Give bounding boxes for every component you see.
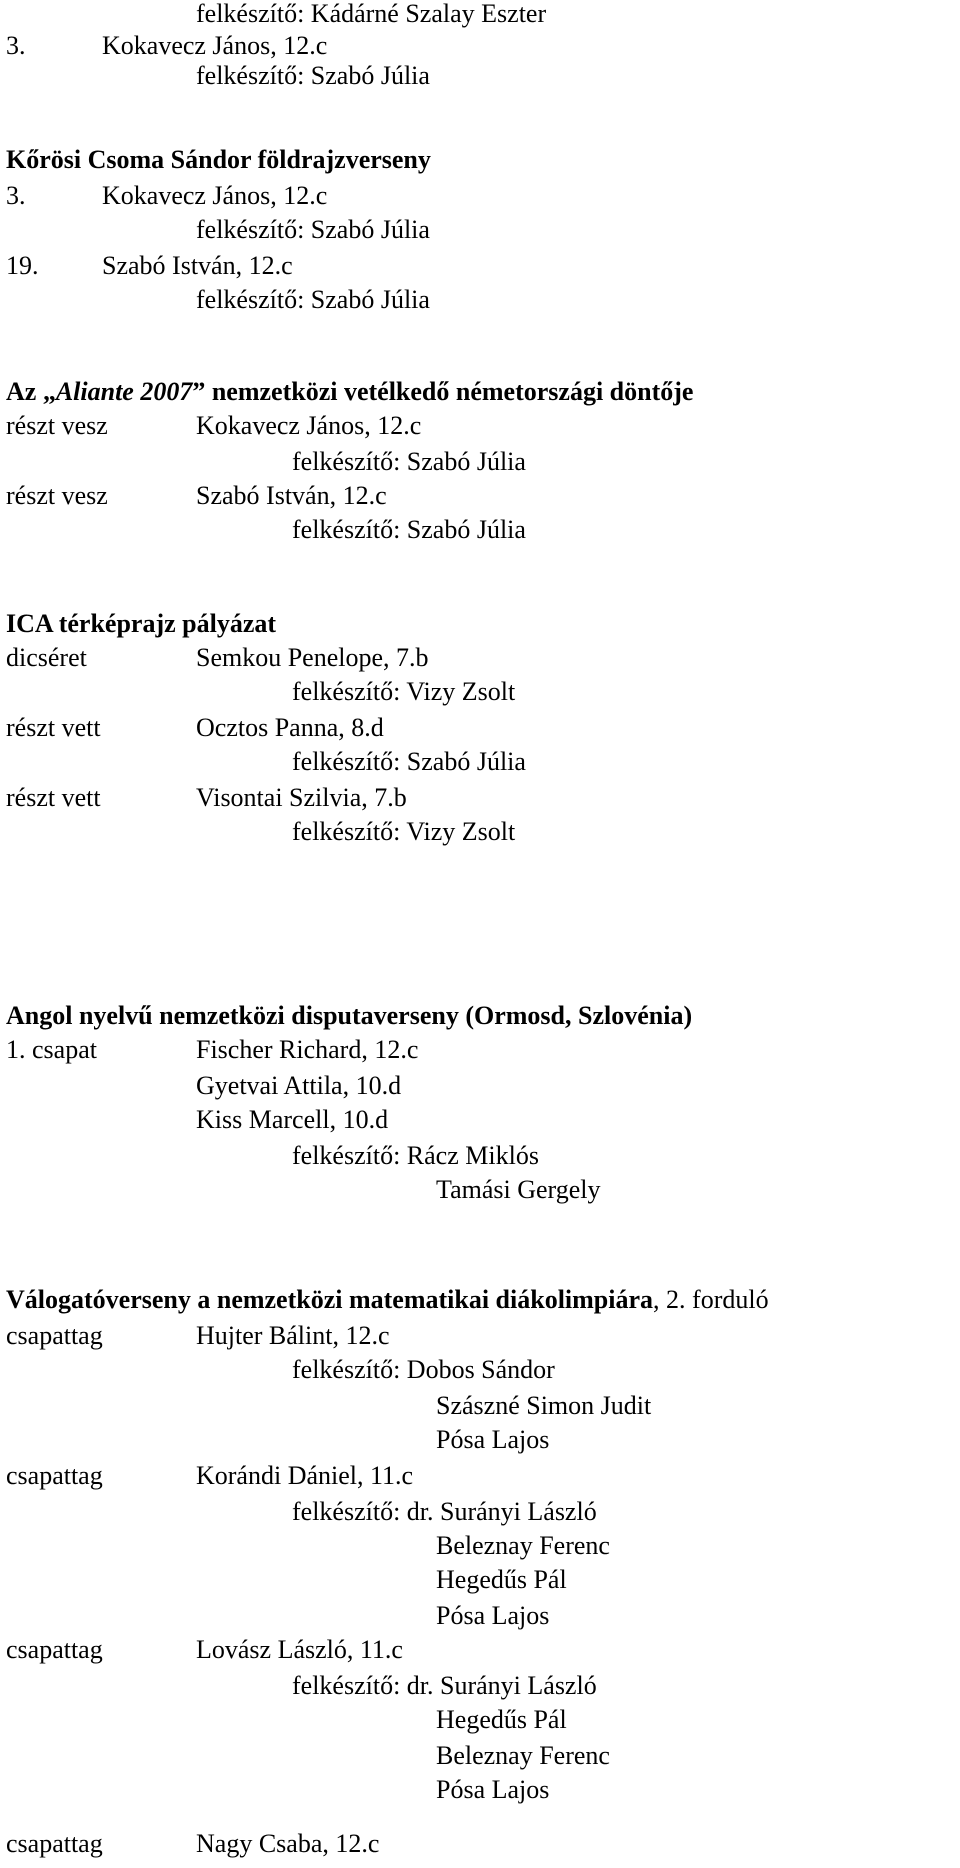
result-label: dicséret xyxy=(6,643,87,672)
student-name: Hujter Bálint, 12.c xyxy=(196,1321,390,1350)
text-line xyxy=(0,1102,960,1138)
title-prefix: Az „ xyxy=(6,377,56,406)
competition-title: Angol nyelvű nemzetközi disputaverseny (Ormosd, Szlovénia) xyxy=(6,1001,693,1030)
text-line xyxy=(0,710,960,746)
mentor-name: Pósa Lajos xyxy=(436,1601,550,1630)
mentor-name: Beleznay Ferenc xyxy=(436,1741,610,1770)
competition-title: ICA térképrajz pályázat xyxy=(6,609,277,638)
mentor-line: felkészítő: Vizy Zsolt xyxy=(292,677,516,706)
text-line xyxy=(0,780,960,816)
result-label: csapattag xyxy=(6,1635,103,1664)
mentor-line: felkészítő: Szabó Júlia xyxy=(196,215,430,244)
text-line xyxy=(0,512,960,548)
text-line xyxy=(0,444,960,480)
section-heading xyxy=(0,998,960,1034)
text-line xyxy=(0,1388,960,1424)
text-line xyxy=(0,1598,960,1634)
text-line xyxy=(0,1562,960,1598)
text-line xyxy=(0,178,960,214)
text-line xyxy=(0,1738,960,1774)
result-label: csapattag xyxy=(6,1321,103,1350)
text-line xyxy=(0,1772,960,1808)
student-name: Ocztos Panna, 8.d xyxy=(196,713,384,742)
result-label: csapattag xyxy=(6,1829,103,1858)
student-name: Szabó István, 12.c xyxy=(102,251,293,280)
text-line xyxy=(0,478,960,514)
competition-title xyxy=(6,1282,769,1318)
title-italic: Aliante 2007 xyxy=(55,377,193,406)
text-line xyxy=(0,1352,960,1388)
text-line xyxy=(0,58,960,94)
result-label: csapattag xyxy=(6,1461,103,1490)
section-heading xyxy=(0,374,960,410)
text-line xyxy=(0,674,960,710)
mentor-line: felkészítő: Szabó Júlia xyxy=(196,61,430,90)
result-label: részt vett xyxy=(6,783,101,812)
student-name: Gyetvai Attila, 10.d xyxy=(196,1071,402,1100)
title-round: , 2. forduló xyxy=(653,1285,769,1314)
text-line xyxy=(0,1826,960,1862)
mentor-line: felkészítő: Dobos Sándor xyxy=(292,1355,555,1384)
competition-title: Kőrösi Csoma Sándor földrajzverseny xyxy=(6,145,431,174)
text-line xyxy=(0,282,960,318)
section-heading xyxy=(0,1282,960,1318)
mentor-name: Pósa Lajos xyxy=(436,1425,550,1454)
text-line xyxy=(0,744,960,780)
result-label: részt vesz xyxy=(6,481,108,510)
text-line xyxy=(0,640,960,676)
text-line xyxy=(0,1494,960,1530)
mentor-line: felkészítő: Szabó Júlia xyxy=(196,285,430,314)
text-line xyxy=(0,1632,960,1668)
text-line xyxy=(0,1068,960,1104)
mentor-name: Pósa Lajos xyxy=(436,1775,550,1804)
student-name: Lovász László, 11.c xyxy=(196,1635,403,1664)
text-line xyxy=(0,1458,960,1494)
rank-number: 19. xyxy=(6,251,39,280)
competition-title xyxy=(6,374,693,410)
text-line xyxy=(0,212,960,248)
rank-number: 3. xyxy=(6,181,26,210)
section-heading xyxy=(0,606,960,642)
text-line xyxy=(0,1668,960,1704)
student-name: Szabó István, 12.c xyxy=(196,481,387,510)
title-suffix: ” nemzetközi vetélkedő németországi döntője xyxy=(192,377,694,406)
mentor-name: Hegedűs Pál xyxy=(436,1565,567,1594)
mentor-line: felkészítő: Rácz Miklós xyxy=(292,1141,539,1170)
student-name: Fischer Richard, 12.c xyxy=(196,1035,419,1064)
mentor-name: Szászné Simon Judit xyxy=(436,1391,652,1420)
student-name: Nagy Csaba, 12.c xyxy=(196,1829,380,1858)
result-label: részt vett xyxy=(6,713,101,742)
mentor-line: felkészítő: Szabó Júlia xyxy=(292,515,526,544)
text-line xyxy=(0,408,960,444)
result-label: 1. csapat xyxy=(6,1035,97,1064)
text-line xyxy=(0,1172,960,1208)
mentor-line: felkészítő: Szabó Júlia xyxy=(292,447,526,476)
student-name: Visontai Szilvia, 7.b xyxy=(196,783,407,812)
text-line xyxy=(0,248,960,284)
text-line xyxy=(0,1032,960,1068)
student-name: Kiss Marcell, 10.d xyxy=(196,1105,389,1134)
result-label: részt vesz xyxy=(6,411,108,440)
text-line xyxy=(0,1318,960,1354)
student-name: Kokavecz János, 12.c xyxy=(196,411,422,440)
mentor-name: Beleznay Ferenc xyxy=(436,1531,610,1560)
student-name: Kokavecz János, 12.c xyxy=(102,31,328,60)
mentor-name: Hegedűs Pál xyxy=(436,1705,567,1734)
student-name: Korándi Dániel, 11.c xyxy=(196,1461,414,1490)
text-line xyxy=(0,1702,960,1738)
title-main: Válogatóverseny a nemzetközi matematikai diákolimpiára xyxy=(6,1285,654,1314)
student-name: Semkou Penelope, 7.b xyxy=(196,643,429,672)
mentor-line: felkészítő: dr. Surányi László xyxy=(292,1671,597,1700)
rank-number: 3. xyxy=(6,31,26,60)
text-line xyxy=(0,814,960,850)
mentor-line: felkészítő: Vizy Zsolt xyxy=(292,817,516,846)
mentor-line: felkészítő: dr. Surányi László xyxy=(292,1497,597,1526)
student-name: Kokavecz János, 12.c xyxy=(102,181,328,210)
mentor-line: felkészítő: Kádárné Szalay Eszter xyxy=(196,0,547,28)
mentor-name: Tamási Gergely xyxy=(436,1175,601,1204)
text-line xyxy=(0,1138,960,1174)
section-heading xyxy=(0,142,960,178)
mentor-line: felkészítő: Szabó Júlia xyxy=(292,747,526,776)
text-line xyxy=(0,1422,960,1458)
text-line xyxy=(0,1528,960,1564)
